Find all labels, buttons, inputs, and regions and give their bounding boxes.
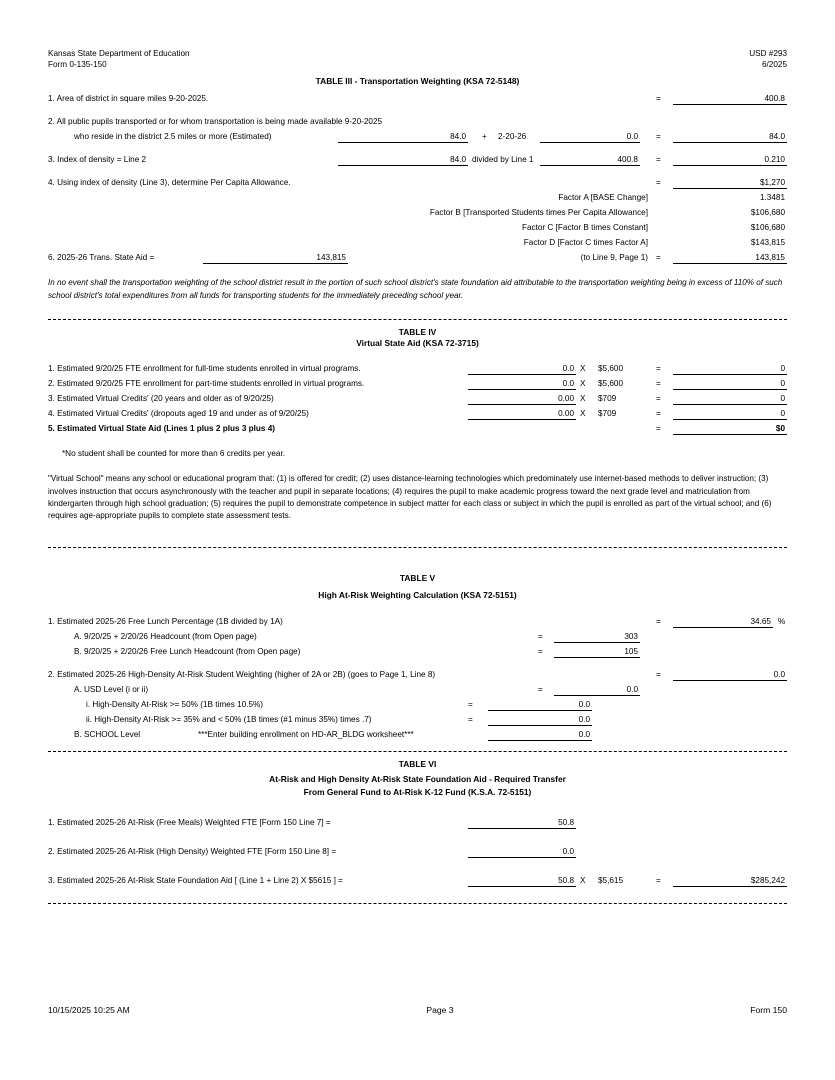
table5-line2aii-equals: =: [468, 714, 473, 724]
divider-1: [48, 319, 787, 320]
table4-row-2-total: 0: [673, 378, 787, 390]
table4-row-5-total: $0: [673, 423, 787, 435]
table3-factor-d-label: Factor D [Factor C times Factor A]: [523, 238, 648, 248]
document-header: [48, 48, 787, 70]
table4-row-4-value[interactable]: 0.00: [468, 408, 576, 420]
table4-title: TABLE IV: [398, 326, 437, 337]
table4-row-1-equals: =: [656, 364, 661, 374]
table4-row-4-rate: $709: [598, 409, 617, 419]
table6-subtitle-1: At-Risk and High Density At-Risk State Foundation Aid - Required Transfer: [269, 774, 566, 785]
table4-row-4-times: X: [580, 409, 586, 419]
table5-line1-label: 1. Estimated 2025-26 Free Lunch Percentage (1B divided by 1A): [48, 616, 283, 626]
table5-line1a: [48, 631, 787, 646]
table4-row-4-total: 0: [673, 408, 787, 420]
table3-line4-label: 4. Using index of density (Line 3), determine Per Capita Allowance.: [48, 178, 291, 188]
table5-line2a-label: A. USD Level (i or ii): [74, 684, 149, 694]
table4-row-3-value[interactable]: 0.00: [468, 393, 576, 405]
table3-line1-value[interactable]: 400.8: [673, 93, 787, 105]
table3-line4-equals: =: [656, 178, 661, 188]
table3-note: In no event shall the transportation weighting of the school district result in the portion of such school district's state foundation aid attributable to the transportation weighting being in excess of 110% of such school district's total expenditures from all funds for transporting students for the immediately preceding school year.: [48, 278, 783, 300]
divider-3: [48, 751, 787, 752]
table4-row-1-label: 1. Estimated 9/20/25 FTE enrollment for full-time students enrolled in virtual programs.: [48, 364, 361, 374]
form-sheet: [48, 48, 787, 911]
divider-4: [48, 903, 787, 904]
table4-row-4-label: 4. Estimated Virtual Credits' (dropouts aged 19 and under as of 9/20/25): [48, 409, 309, 419]
table4-row-3-total: 0: [673, 393, 787, 405]
table5-line2-label: 2. Estimated 2025-26 High-Density At-Risk Student Weighting (higher of 2A or 2B) (goes to Page 1, Line 8): [48, 669, 436, 679]
table6-line3-rate: $5,615: [598, 875, 624, 885]
table3-line6-label: 6. 2025-26 Trans. State Aid =: [48, 253, 155, 263]
table3-line2-sublabel: who reside in the district 2.5 miles or more (Estimated): [74, 132, 272, 142]
table3-factor-b: [48, 207, 787, 222]
table3-line3-value-b[interactable]: 400.8: [540, 154, 640, 166]
table5-line1: [48, 616, 787, 631]
table3-line2-sub: [48, 131, 787, 146]
table3-line2-value-a[interactable]: 84.0: [338, 131, 468, 143]
table3-line3-mid-label: divided by Line 1: [472, 155, 534, 165]
table3-line4: [48, 177, 787, 192]
table5-line2a: [48, 684, 787, 699]
table3-factor-c-value: $106,680: [750, 223, 785, 233]
table4-subtitle: Virtual State Aid (KSA 72-3715): [356, 338, 479, 349]
table4-row-5-label: 5. Estimated Virtual State Aid (Lines 1 plus 2 plus 3 plus 4): [48, 424, 276, 434]
table5-line1a-value[interactable]: 303: [554, 631, 640, 643]
table3-factor-a: [48, 192, 787, 207]
table5-line2-value: 0.0: [673, 669, 787, 681]
table3-line2-equals: =: [656, 132, 661, 142]
table4-row-1-times: X: [580, 364, 586, 374]
table4-row-3-times: X: [580, 394, 586, 404]
table4-row-5-equals: =: [656, 424, 661, 434]
table3-factor-a-value: 1.3481: [759, 193, 785, 203]
table4-row-2: [48, 378, 787, 393]
table6-line1: [48, 817, 787, 832]
table3-line6-note: (to Line 9, Page 1): [580, 253, 648, 263]
table4-definition: "Virtual School" means any school or educational program that: (1) is offered for credit; (2) uses distance-learning technologies which predominately use internet-based methods to deliver instruction; (3) involves instruction that occurs asynchronously with the teacher and pupil in separate locations; (4) requires the pupil to make academic progress toward the next grade level and matriculation from kindergarten through high school graduation; (5) requires the pupil to demonstrate competence in subject matter for each class or subject in which the pupil is enrolled as part of the virtual school; and (6) requires age-appropriate pupils to complete state assessment tests.: [48, 474, 772, 520]
table4-row-4-equals: =: [656, 409, 661, 419]
table6-line1-label: 1. Estimated 2025-26 At-Risk (Free Meals) Weighted FTE [Form 150 Line 7] =: [48, 817, 331, 827]
table4-row-3-equals: =: [656, 394, 661, 404]
table5-line1b: [48, 646, 787, 661]
table5-line2a-value: 0.0: [554, 684, 640, 696]
table6-line3-label: 3. Estimated 2025-26 At-Risk State Foundation Aid [ (Line 1 + Line 2) X $5615 ] =: [48, 875, 343, 885]
usd-number: USD #293: [749, 49, 787, 58]
table5-line1a-label: A. 9/20/25 + 2/20/26 Headcount (from Open page): [74, 631, 257, 641]
table5-line2aii-label: ii. High-Density At-Risk >= 35% and < 50% (1B times (#1 minus 35%) times .7): [86, 714, 372, 724]
table4-row-2-equals: =: [656, 379, 661, 389]
table5-line2b-note: ***Enter building enrollment on HD-AR_BLDG worksheet***: [198, 729, 414, 739]
table5-line1b-label: B. 9/20/25 + 2/20/26 Free Lunch Headcount (from Open page): [74, 646, 301, 656]
table3-line3-value-a[interactable]: 84.0: [338, 154, 468, 166]
table3-line4-value[interactable]: $1,270: [673, 177, 787, 189]
table6-line3-equals: =: [656, 875, 661, 885]
agency-name: Kansas State Department of Education: [48, 49, 190, 58]
table5-line2b-value: 0.0: [488, 729, 592, 741]
form-number: Form 0-135-150: [48, 60, 107, 70]
table4-row-2-label: 2. Estimated 9/20/25 FTE enrollment for part-time students enrolled in virtual programs.: [48, 379, 365, 389]
table4-row-1: [48, 363, 787, 378]
table3-title: TABLE III - Transportation Weighting (KSA 72-5148): [315, 76, 520, 87]
table4-row-3: [48, 393, 787, 408]
table6-line3-value: 50.8: [468, 875, 576, 887]
table6-line3-total: $285,242: [673, 875, 787, 887]
footer-form-name: Form 150: [750, 1005, 787, 1015]
table4-row-3-rate: $709: [598, 394, 617, 404]
table3-line2-value-b[interactable]: 0.0: [540, 131, 640, 143]
table4-row-2-value[interactable]: 0.0: [468, 378, 576, 390]
table4-footnote-line: [48, 448, 787, 463]
table3-line2-mid-label: 2-20-26: [498, 132, 527, 142]
table6-subtitle-2: From General Fund to At-Risk K-12 Fund (K.S.A. 72-5151): [303, 787, 532, 798]
footer-page-number: Page 3: [426, 1005, 454, 1015]
table4-row-1-rate: $5,600: [598, 364, 624, 374]
table5-line2aii-value: 0.0: [488, 714, 592, 726]
table3-factor-c-label: Factor C [Factor B times Constant]: [521, 223, 648, 233]
table3-line3-label: 3. Index of density = Line 2: [48, 155, 147, 165]
table5-line1a-equals: =: [538, 631, 543, 641]
table3-line3-equals: =: [656, 155, 661, 165]
table3-line6-total[interactable]: 143,815: [673, 252, 787, 264]
table3-factor-d: [48, 237, 787, 252]
table3-line1: [48, 93, 787, 108]
table5-line2a-equals: =: [538, 684, 543, 694]
table5-line2ai-label: i. High-Density At-Risk >= 50% (1B times 10.5%): [86, 699, 264, 709]
table4-row-4: [48, 408, 787, 423]
divider-2: [48, 547, 787, 548]
table3-factor-b-value: $106,680: [750, 208, 785, 218]
table3-line3: [48, 154, 787, 169]
table3-line6-equals: =: [656, 253, 661, 263]
table3-factor-a-label: Factor A [BASE Change]: [558, 193, 648, 203]
table4-row-2-rate: $5,600: [598, 379, 624, 389]
table3-factor-c: [48, 222, 787, 237]
table4-footnote: *No student shall be counted for more than 6 credits per year.: [62, 449, 286, 459]
table6-line3: [48, 875, 787, 890]
table5-line2b-label: B. SCHOOL Level: [74, 729, 141, 739]
table6-line2-value: 0.0: [468, 846, 576, 858]
table5-line2b: [48, 729, 787, 744]
table5-line1-unit: %: [778, 616, 786, 626]
table3-line2: [48, 116, 787, 131]
table5-line1-equals: =: [656, 616, 661, 626]
footer-timestamp: 10/15/2025 10:25 AM: [48, 1005, 130, 1015]
table4-row-1-value[interactable]: 0.0: [468, 363, 576, 375]
table5-line1b-equals: =: [538, 646, 543, 656]
table3-line6: [48, 252, 787, 267]
document-footer: [48, 1005, 787, 1015]
table3-line2-plus: +: [482, 132, 487, 142]
table3-line6-value[interactable]: 143,815: [203, 252, 348, 264]
table5-line2ai-equals: =: [468, 699, 473, 709]
table4-row-1-total: 0: [673, 363, 787, 375]
table4-row-3-label: 3. Estimated Virtual Credits' (20 years and older as of 9/20/25): [48, 394, 274, 404]
header-date: 6/2025: [761, 60, 787, 70]
table4-row-2-times: X: [580, 379, 586, 389]
table5-subtitle: High At-Risk Weighting Calculation (KSA 72-5151): [318, 590, 517, 601]
table3-line1-equals: =: [656, 94, 661, 104]
table3-line3-total[interactable]: 0.210: [673, 154, 787, 166]
table3-factor-b-label: Factor B [Transported Students times Per Capita Allowance]: [429, 208, 648, 218]
table5-line2: [48, 669, 787, 684]
table6-line3-times: X: [580, 875, 586, 885]
table3-line1-label: 1. Area of district in square miles 9-20-2025.: [48, 94, 209, 104]
table5-line2ai-value: 0.0: [488, 699, 592, 711]
table5-line2aii: [48, 714, 787, 729]
table3-line2-total[interactable]: 84.0: [673, 131, 787, 143]
table5-title: TABLE V: [399, 573, 436, 583]
table5-line2ai: [48, 699, 787, 714]
table3-factor-d-value: $143,815: [750, 238, 785, 248]
table6-title: TABLE VI: [398, 758, 437, 769]
table6-line1-value: 50.8: [468, 817, 576, 829]
table6-line2: [48, 846, 787, 861]
table5-line1b-value[interactable]: 105: [554, 646, 640, 658]
table6-line2-label: 2. Estimated 2025-26 At-Risk (High Density) Weighted FTE [Form 150 Line 8] =: [48, 846, 337, 856]
table5-line2-equals: =: [656, 669, 661, 679]
table3-line2-label: 2. All public pupils transported or for whom transportation is being made available 9-20-2025: [48, 117, 383, 127]
table4-row-5: [48, 423, 787, 438]
table5-line1-value: 34.65: [673, 616, 773, 628]
